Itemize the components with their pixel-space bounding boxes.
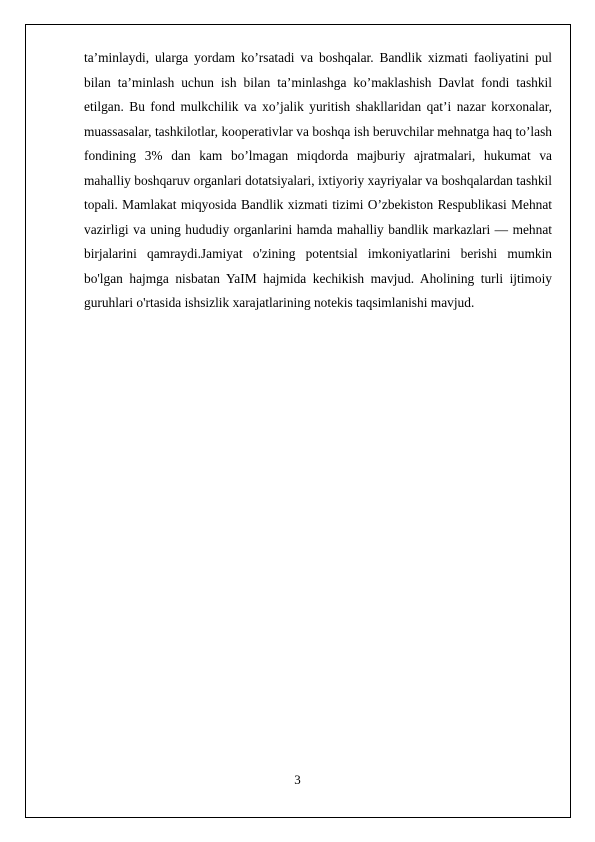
page-number: 3: [294, 772, 301, 787]
paragraph: ta’minlaydi, ularga yordam ko’rsatadi va boshqalar. Bandlik xizmati faoliyatini pul bilan ta’minlash uchun ish bilan ta’minlashga ko’maklashish Davlat fondi tashkil etilgan. Bu fond mulkchilik va xo’jalik yuritish shakllaridan qat’i nazar korxonalar, muassasalar, tashkilotlar, kooperativlar va boshqa ish beruvchilar mehnatga haq to’lash fondining 3% dan kam bo’lmagan miqdorda majburiy ajratmalari, hukumat va mahalliy boshqaruv organlari dotatsiyalari, ixtiyoriy xayriyalar va boshqalardan tashkil topali. Mamlakat miqyosida Bandlik xizmati tizimi O’zbekiston Respublikasi Mehnat vazirligi va uning hududiy organlarini hamda mahalliy bandlik markazlari — mehnat birjalarini qamraydi.Jamiyat o'zining potentsial imkoniyatlarini berishi mumkin bo'lgan hajmga nisbatan YaIM hajmida kechikish mavjud. Aholining turli ijtimoiy guruhlari o'rtasida ishsizlik xarajatlarining notekis taqsimlanishi mavjud.: [84, 50, 552, 310]
body-text: [84, 46, 552, 316]
